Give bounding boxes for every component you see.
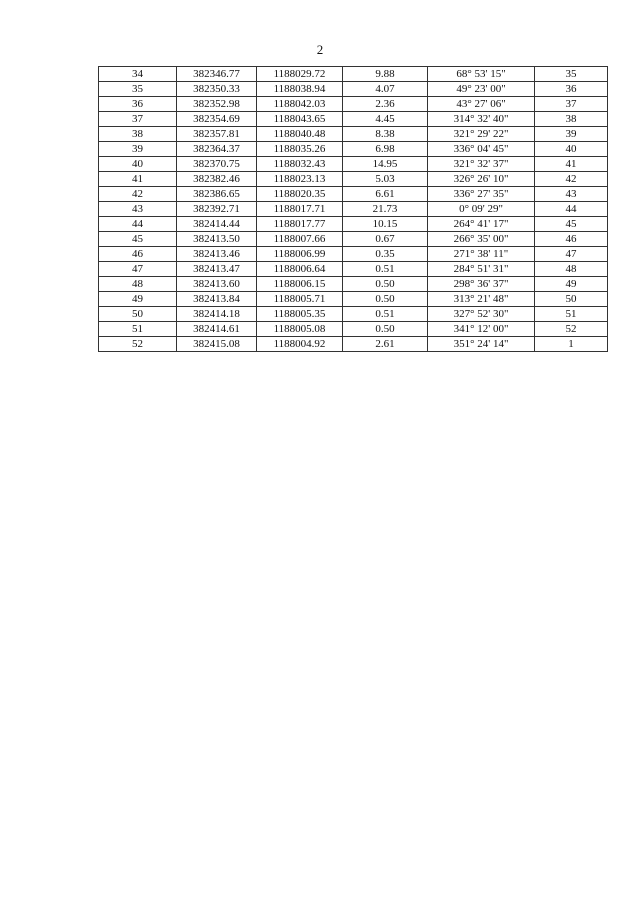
page-number: 2 <box>316 42 324 57</box>
cell-y-coordinate: 1188029.72 <box>257 67 343 82</box>
cell-distance: 2.61 <box>343 337 428 352</box>
cell-point-number: 41 <box>99 172 177 187</box>
table-row <box>99 232 608 247</box>
cell-y-coordinate: 1188005.71 <box>257 292 343 307</box>
cell-bearing: 266° 35' 00" <box>428 232 535 247</box>
cell-y-coordinate: 1188017.71 <box>257 202 343 217</box>
table-row <box>99 307 608 322</box>
cell-distance: 6.61 <box>343 187 428 202</box>
cell-x-coordinate: 382350.33 <box>177 82 257 97</box>
cell-bearing: 68° 53' 15" <box>428 67 535 82</box>
cell-next-point-number: 1 <box>535 337 608 352</box>
cell-next-point-number: 38 <box>535 112 608 127</box>
cell-bearing: 336° 04' 45" <box>428 142 535 157</box>
cell-point-number: 47 <box>99 262 177 277</box>
cell-point-number: 35 <box>99 82 177 97</box>
cell-point-number: 42 <box>99 187 177 202</box>
cell-next-point-number: 36 <box>535 82 608 97</box>
cell-bearing: 314° 32' 40" <box>428 112 535 127</box>
table-row <box>99 322 608 337</box>
cell-bearing: 321° 29' 22" <box>428 127 535 142</box>
cell-next-point-number: 50 <box>535 292 608 307</box>
cell-distance: 21.73 <box>343 202 428 217</box>
table-row <box>99 157 608 172</box>
cell-x-coordinate: 382414.61 <box>177 322 257 337</box>
cell-x-coordinate: 382352.98 <box>177 97 257 112</box>
cell-y-coordinate: 1188006.99 <box>257 247 343 262</box>
cell-point-number: 34 <box>99 67 177 82</box>
table-row <box>99 262 608 277</box>
table-row <box>99 172 608 187</box>
cell-x-coordinate: 382346.77 <box>177 67 257 82</box>
table-row <box>99 127 608 142</box>
cell-x-coordinate: 382413.84 <box>177 292 257 307</box>
cell-next-point-number: 42 <box>535 172 608 187</box>
cell-bearing: 298° 36' 37" <box>428 277 535 292</box>
cell-y-coordinate: 1188005.08 <box>257 322 343 337</box>
cell-point-number: 45 <box>99 232 177 247</box>
cell-distance: 6.98 <box>343 142 428 157</box>
cell-distance: 0.67 <box>343 232 428 247</box>
cell-next-point-number: 52 <box>535 322 608 337</box>
coordinates-table-body <box>99 67 608 352</box>
table-row <box>99 337 608 352</box>
cell-next-point-number: 51 <box>535 307 608 322</box>
cell-next-point-number: 48 <box>535 262 608 277</box>
cell-point-number: 52 <box>99 337 177 352</box>
table-row <box>99 112 608 127</box>
cell-next-point-number: 40 <box>535 142 608 157</box>
cell-x-coordinate: 382386.65 <box>177 187 257 202</box>
cell-point-number: 44 <box>99 217 177 232</box>
cell-y-coordinate: 1188040.48 <box>257 127 343 142</box>
coordinates-table <box>98 66 608 352</box>
cell-point-number: 43 <box>99 202 177 217</box>
cell-x-coordinate: 382370.75 <box>177 157 257 172</box>
cell-bearing: 49° 23' 00" <box>428 82 535 97</box>
cell-distance: 0.35 <box>343 247 428 262</box>
table-row <box>99 97 608 112</box>
cell-distance: 0.50 <box>343 277 428 292</box>
cell-next-point-number: 44 <box>535 202 608 217</box>
cell-bearing: 321° 32' 37" <box>428 157 535 172</box>
cell-point-number: 38 <box>99 127 177 142</box>
cell-distance: 0.50 <box>343 292 428 307</box>
cell-distance: 8.38 <box>343 127 428 142</box>
cell-bearing: 336° 27' 35" <box>428 187 535 202</box>
cell-bearing: 326° 26' 10" <box>428 172 535 187</box>
cell-point-number: 48 <box>99 277 177 292</box>
cell-next-point-number: 39 <box>535 127 608 142</box>
cell-bearing: 271° 38' 11" <box>428 247 535 262</box>
cell-next-point-number: 49 <box>535 277 608 292</box>
table-row <box>99 142 608 157</box>
cell-distance: 9.88 <box>343 67 428 82</box>
cell-point-number: 50 <box>99 307 177 322</box>
cell-x-coordinate: 382413.46 <box>177 247 257 262</box>
table-row <box>99 217 608 232</box>
cell-y-coordinate: 1188006.15 <box>257 277 343 292</box>
table-row <box>99 187 608 202</box>
cell-y-coordinate: 1188017.77 <box>257 217 343 232</box>
cell-x-coordinate: 382414.44 <box>177 217 257 232</box>
cell-x-coordinate: 382414.18 <box>177 307 257 322</box>
cell-point-number: 46 <box>99 247 177 262</box>
cell-bearing: 264° 41' 17" <box>428 217 535 232</box>
cell-y-coordinate: 1188035.26 <box>257 142 343 157</box>
table-row <box>99 277 608 292</box>
cell-x-coordinate: 382382.46 <box>177 172 257 187</box>
cell-y-coordinate: 1188006.64 <box>257 262 343 277</box>
cell-next-point-number: 35 <box>535 67 608 82</box>
cell-distance: 10.15 <box>343 217 428 232</box>
cell-distance: 4.45 <box>343 112 428 127</box>
table-row <box>99 82 608 97</box>
table-row <box>99 247 608 262</box>
cell-distance: 0.50 <box>343 322 428 337</box>
cell-y-coordinate: 1188032.43 <box>257 157 343 172</box>
cell-x-coordinate: 382354.69 <box>177 112 257 127</box>
cell-point-number: 51 <box>99 322 177 337</box>
cell-x-coordinate: 382413.47 <box>177 262 257 277</box>
cell-distance: 4.07 <box>343 82 428 97</box>
cell-next-point-number: 46 <box>535 232 608 247</box>
cell-y-coordinate: 1188042.03 <box>257 97 343 112</box>
cell-point-number: 36 <box>99 97 177 112</box>
cell-x-coordinate: 382364.37 <box>177 142 257 157</box>
cell-point-number: 39 <box>99 142 177 157</box>
cell-point-number: 49 <box>99 292 177 307</box>
cell-x-coordinate: 382413.60 <box>177 277 257 292</box>
cell-y-coordinate: 1188020.35 <box>257 187 343 202</box>
cell-point-number: 40 <box>99 157 177 172</box>
cell-next-point-number: 45 <box>535 217 608 232</box>
cell-x-coordinate: 382392.71 <box>177 202 257 217</box>
cell-y-coordinate: 1188004.92 <box>257 337 343 352</box>
cell-point-number: 37 <box>99 112 177 127</box>
cell-y-coordinate: 1188005.35 <box>257 307 343 322</box>
cell-distance: 14.95 <box>343 157 428 172</box>
cell-distance: 0.51 <box>343 262 428 277</box>
cell-next-point-number: 47 <box>535 247 608 262</box>
table-row <box>99 67 608 82</box>
table-row <box>99 202 608 217</box>
cell-y-coordinate: 1188043.65 <box>257 112 343 127</box>
cell-bearing: 341° 12' 00" <box>428 322 535 337</box>
cell-bearing: 313° 21' 48" <box>428 292 535 307</box>
cell-y-coordinate: 1188023.13 <box>257 172 343 187</box>
cell-bearing: 0° 09' 29" <box>428 202 535 217</box>
table-row <box>99 292 608 307</box>
cell-bearing: 327° 52' 30" <box>428 307 535 322</box>
cell-x-coordinate: 382357.81 <box>177 127 257 142</box>
cell-distance: 5.03 <box>343 172 428 187</box>
cell-next-point-number: 37 <box>535 97 608 112</box>
cell-y-coordinate: 1188038.94 <box>257 82 343 97</box>
cell-y-coordinate: 1188007.66 <box>257 232 343 247</box>
cell-next-point-number: 43 <box>535 187 608 202</box>
cell-x-coordinate: 382415.08 <box>177 337 257 352</box>
cell-next-point-number: 41 <box>535 157 608 172</box>
cell-distance: 0.51 <box>343 307 428 322</box>
cell-x-coordinate: 382413.50 <box>177 232 257 247</box>
cell-bearing: 351° 24' 14" <box>428 337 535 352</box>
cell-distance: 2.36 <box>343 97 428 112</box>
cell-bearing: 43° 27' 06" <box>428 97 535 112</box>
cell-bearing: 284° 51' 31" <box>428 262 535 277</box>
